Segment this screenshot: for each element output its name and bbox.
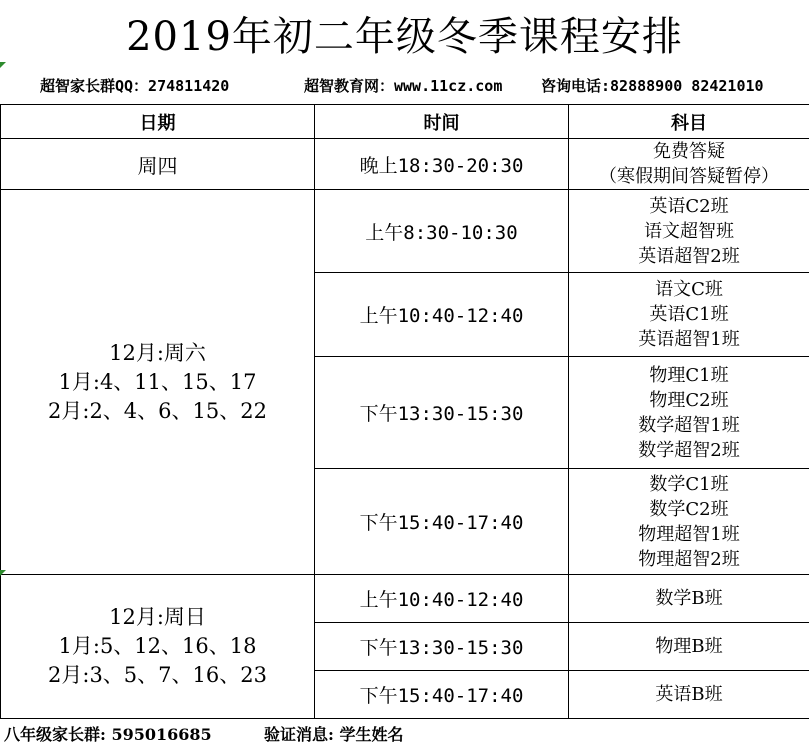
- time-cell: 下午13:30-15:30: [315, 357, 569, 469]
- time-cell: 下午15:40-17:40: [315, 671, 569, 719]
- subject-line: 物理超智1班: [638, 523, 740, 545]
- subject-cell: [569, 190, 809, 273]
- subject-cell: [569, 623, 809, 671]
- subject-line: 数学C1班: [649, 473, 729, 495]
- table-row: [1, 139, 809, 190]
- date-line: 2月:3、5、7、16、23: [48, 663, 267, 687]
- table-row: [1, 575, 809, 623]
- corner-marker-bottom: [0, 570, 6, 576]
- subject-line: 英语B班: [655, 684, 723, 705]
- time-cell: 上午10:40-12:40: [315, 575, 569, 623]
- footer: [0, 719, 809, 748]
- subject-line: 英语C1班: [649, 304, 729, 325]
- subject-line: 数学B班: [655, 588, 723, 609]
- subject-cell: [569, 357, 809, 469]
- subject-line: 语文超智班: [644, 220, 734, 242]
- phone-text: 咨询电话:82888900 82421010: [541, 77, 764, 95]
- date-line: 12月:周六: [109, 340, 206, 365]
- table-header-row: [1, 105, 809, 139]
- date-line: 1月:5、12、16、18: [58, 634, 257, 658]
- subject-line: 物理B班: [655, 636, 723, 657]
- subject-line: 物理C2班: [649, 389, 729, 411]
- date-line: 周四: [137, 153, 178, 178]
- verify-message-text: 验证消息: 学生姓名: [264, 725, 404, 744]
- time-cell: 下午13:30-15:30: [315, 623, 569, 671]
- subject-line: 数学超智2班: [638, 439, 740, 461]
- schedule-table: [0, 104, 809, 719]
- date-line: 1月:4、11、15、17: [58, 369, 257, 394]
- subject-line: 英语超智2班: [638, 245, 740, 267]
- subject-line: 免费答疑: [653, 141, 725, 162]
- subject-cell: [569, 273, 809, 357]
- time-cell: 上午8:30-10:30: [315, 190, 569, 273]
- subject-cell: [569, 139, 809, 190]
- subject-line: 物理超智2班: [638, 548, 740, 570]
- subject-line: 语文C班: [655, 279, 723, 300]
- time-cell: 晚上18:30-20:30: [315, 139, 569, 190]
- subject-line: 数学超智1班: [638, 414, 740, 436]
- page-title: 2019年初二年级冬季课程安排: [126, 13, 683, 60]
- header-subject: 科目: [569, 105, 809, 139]
- info-bar: [0, 66, 809, 104]
- subject-line: 物理C1班: [649, 364, 729, 386]
- time-cell: 上午10:40-12:40: [315, 273, 569, 357]
- subject-cell: [569, 469, 809, 575]
- parent-group-text: 八年级家长群: 595016685: [4, 725, 212, 744]
- date-line: 2月:2、4、6、15、22: [48, 398, 267, 423]
- subject-line: （寒假期间答疑暂停）: [599, 166, 779, 187]
- header-date: 日期: [1, 105, 315, 139]
- date-cell-thursday: [1, 139, 315, 190]
- subject-cell: [569, 575, 809, 623]
- subject-line: 英语超智1班: [638, 329, 740, 350]
- header-time: 时间: [315, 105, 569, 139]
- qq-group-text: 超智家长群QQ：274811420: [40, 77, 230, 95]
- subject-line: 英语C2班: [649, 195, 729, 217]
- date-cell-saturday: [1, 190, 315, 575]
- subject-line: 数学C2班: [649, 498, 729, 520]
- table-row: [1, 190, 809, 273]
- time-cell: 下午15:40-17:40: [315, 469, 569, 575]
- date-cell-sunday: [1, 575, 315, 719]
- date-line: 12月:周日: [109, 605, 206, 629]
- website-text: 超智教育网：www.11cz.com: [304, 77, 503, 95]
- subject-cell: [569, 671, 809, 719]
